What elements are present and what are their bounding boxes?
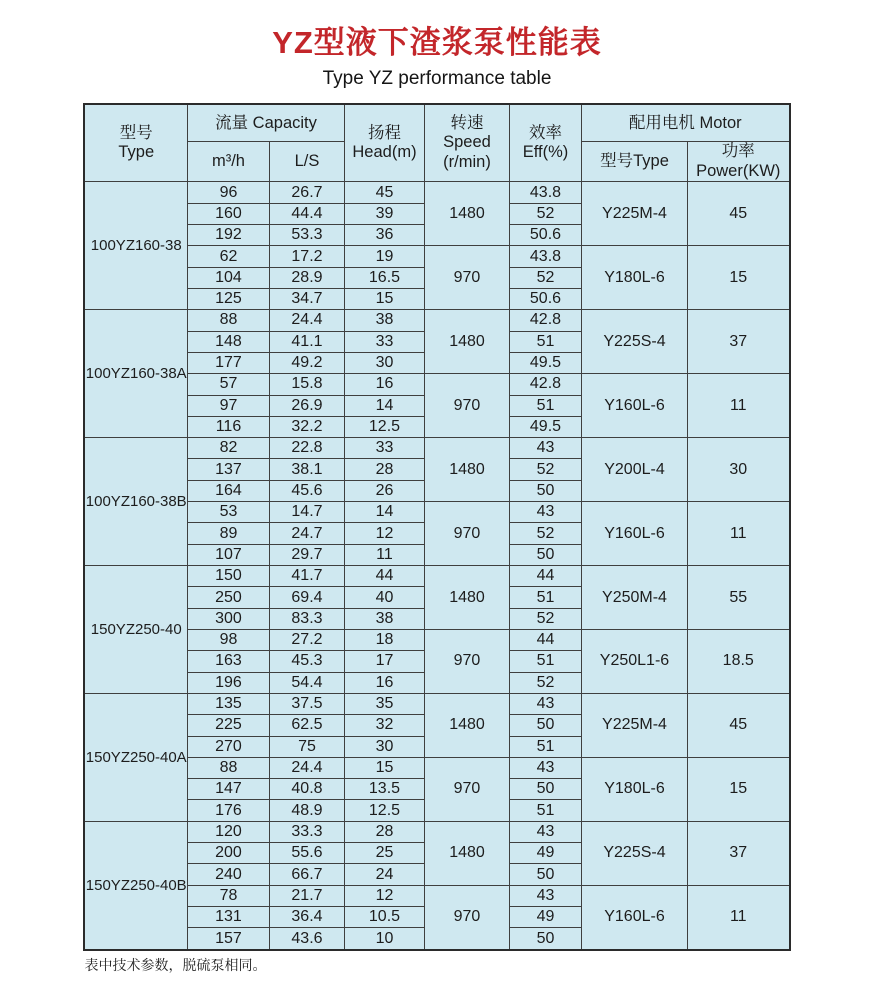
head-cell: 38 [344,608,424,629]
speed-cell: 970 [424,885,509,950]
efficiency-cell: 43 [509,693,581,714]
header-model-cn: 型号 [119,123,153,142]
flow-m3h-cell: 97 [187,395,269,416]
motor-power-cell: 11 [687,502,789,566]
flow-ls-cell: 55.6 [269,843,344,864]
header-eff [509,104,581,182]
header-model [84,104,187,182]
flow-ls-cell: 53.3 [269,225,344,246]
pump-model-cell: 100YZ160-38B [84,438,187,566]
motor-model-cell: Y225M-4 [581,182,687,246]
flow-m3h-cell: 62 [187,246,269,267]
flow-ls-cell: 66.7 [269,864,344,885]
head-cell: 36 [344,225,424,246]
head-cell: 12.5 [344,800,424,821]
flow-ls-cell: 69.4 [269,587,344,608]
table-row [84,502,789,523]
speed-cell: 970 [424,246,509,310]
head-cell: 17 [344,651,424,672]
head-cell: 30 [344,736,424,757]
motor-power-cell: 45 [687,182,789,246]
head-cell: 38 [344,310,424,331]
efficiency-cell: 43 [509,757,581,778]
flow-ls-cell: 24.7 [269,523,344,544]
flow-m3h-cell: 88 [187,757,269,778]
motor-power-cell: 45 [687,693,789,757]
table-row [84,885,789,906]
head-cell: 15 [344,757,424,778]
table-row [84,374,789,395]
flow-ls-cell: 41.1 [269,331,344,352]
head-cell: 12 [344,885,424,906]
motor-power-cell: 55 [687,566,789,630]
flow-m3h-cell: 176 [187,800,269,821]
header-head-cn: 扬程 [367,123,401,142]
efficiency-cell: 43 [509,502,581,523]
efficiency-cell: 52 [509,459,581,480]
speed-cell: 1480 [424,438,509,502]
motor-model-cell: Y180L-6 [581,246,687,310]
flow-m3h-cell: 225 [187,715,269,736]
efficiency-cell: 49.5 [509,352,581,373]
efficiency-cell: 43 [509,885,581,906]
flow-ls-cell: 75 [269,736,344,757]
efficiency-cell: 50 [509,864,581,885]
flow-ls-cell: 49.2 [269,352,344,373]
efficiency-cell: 42.8 [509,310,581,331]
efficiency-cell: 52 [509,203,581,224]
head-cell: 16 [344,672,424,693]
page-subtitle: Type YZ performance table [322,68,552,90]
head-cell: 18 [344,629,424,650]
pump-model-cell: 150YZ250-40B [84,821,187,950]
motor-model-cell: Y180L-6 [581,757,687,821]
motor-model-cell: Y225S-4 [581,310,687,374]
header-motor-type: 型号Type [581,142,687,182]
flow-m3h-cell: 131 [187,907,269,928]
head-cell: 32 [344,715,424,736]
flow-ls-cell: 43.6 [269,928,344,950]
flow-m3h-cell: 53 [187,502,269,523]
motor-model-cell: Y200L-4 [581,438,687,502]
head-cell: 10.5 [344,907,424,928]
head-cell: 28 [344,459,424,480]
header-head-en: Head(m) [352,143,417,162]
pump-model-cell: 150YZ250-40 [84,566,187,694]
pump-model-cell: 150YZ250-40A [84,693,187,821]
footnote: 表中技术参数，脱硫泵相同。 [84,956,267,973]
flow-ls-cell: 36.4 [269,907,344,928]
header-speed-cn: 转速 [450,114,484,132]
pump-model-cell: 100YZ160-38A [84,310,187,438]
flow-m3h-cell: 177 [187,352,269,373]
efficiency-cell: 51 [509,395,581,416]
table-body [84,182,789,950]
flow-ls-cell: 83.3 [269,608,344,629]
motor-power-cell: 15 [687,246,789,310]
table-row [84,566,789,587]
table-row [84,182,789,203]
speed-cell: 1480 [424,821,509,885]
speed-cell: 970 [424,629,509,693]
table-row [84,629,789,650]
head-cell: 10 [344,928,424,950]
head-cell: 26 [344,480,424,501]
flow-ls-cell: 54.4 [269,672,344,693]
header-speed [424,104,509,182]
motor-power-cell: 11 [687,885,789,950]
flow-ls-cell: 37.5 [269,693,344,714]
header-head [344,104,424,182]
efficiency-cell: 51 [509,651,581,672]
table-header [84,104,789,182]
efficiency-cell: 42.8 [509,374,581,395]
flow-m3h-cell: 116 [187,416,269,437]
flow-m3h-cell: 107 [187,544,269,565]
flow-ls-cell: 14.7 [269,502,344,523]
head-cell: 44 [344,566,424,587]
flow-m3h-cell: 192 [187,225,269,246]
motor-power-cell: 15 [687,757,789,821]
flow-ls-cell: 24.4 [269,757,344,778]
table-row [84,821,789,842]
speed-cell: 1480 [424,182,509,246]
efficiency-cell: 43.8 [509,182,581,203]
efficiency-cell: 51 [509,800,581,821]
head-cell: 30 [344,352,424,373]
flow-m3h-cell: 120 [187,821,269,842]
head-cell: 13.5 [344,779,424,800]
flow-m3h-cell: 96 [187,182,269,203]
flow-ls-cell: 34.7 [269,288,344,309]
head-cell: 16.5 [344,267,424,288]
flow-m3h-cell: 57 [187,374,269,395]
speed-cell: 1480 [424,310,509,374]
table-row [84,310,789,331]
flow-m3h-cell: 250 [187,587,269,608]
header-m3h: m³/h [187,142,269,182]
flow-m3h-cell: 200 [187,843,269,864]
head-cell: 45 [344,182,424,203]
speed-cell: 970 [424,502,509,566]
efficiency-cell: 49 [509,907,581,928]
page-title: YZ型液下渣浆泵性能表 [272,25,602,60]
header-speed-en: Speed [443,133,491,152]
flow-m3h-cell: 164 [187,480,269,501]
header-eff-cn: 效率 [528,123,562,142]
flow-m3h-cell: 196 [187,672,269,693]
flow-m3h-cell: 300 [187,608,269,629]
head-cell: 14 [344,395,424,416]
flow-ls-cell: 26.7 [269,182,344,203]
flow-ls-cell: 45.6 [269,480,344,501]
efficiency-cell: 43 [509,821,581,842]
efficiency-cell: 50.6 [509,225,581,246]
header-model-en: Type [118,143,155,162]
head-cell: 12.5 [344,416,424,437]
flow-m3h-cell: 148 [187,331,269,352]
head-cell: 28 [344,821,424,842]
header-ls: L/S [269,142,344,182]
efficiency-cell: 50.6 [509,288,581,309]
flow-ls-cell: 40.8 [269,779,344,800]
pump-model-cell: 100YZ160-38 [84,182,187,310]
flow-ls-cell: 38.1 [269,459,344,480]
efficiency-cell: 51 [509,736,581,757]
flow-m3h-cell: 88 [187,310,269,331]
flow-ls-cell: 48.9 [269,800,344,821]
flow-m3h-cell: 157 [187,928,269,950]
efficiency-cell: 52 [509,608,581,629]
motor-model-cell: Y250M-4 [581,566,687,630]
motor-model-cell: Y160L-6 [581,885,687,950]
speed-cell: 970 [424,374,509,438]
efficiency-cell: 49 [509,843,581,864]
head-cell: 15 [344,288,424,309]
head-cell: 33 [344,438,424,459]
motor-power-cell: 18.5 [687,629,789,693]
header-motor: 配用电机 Motor [581,104,789,142]
flow-ls-cell: 22.8 [269,438,344,459]
efficiency-cell: 49.5 [509,416,581,437]
motor-power-cell: 30 [687,438,789,502]
flow-m3h-cell: 125 [187,288,269,309]
head-cell: 25 [344,843,424,864]
motor-power-cell: 37 [687,310,789,374]
flow-ls-cell: 24.4 [269,310,344,331]
table-row [84,246,789,267]
speed-cell: 1480 [424,693,509,757]
flow-ls-cell: 45.3 [269,651,344,672]
motor-model-cell: Y225M-4 [581,693,687,757]
speed-cell: 1480 [424,566,509,630]
flow-m3h-cell: 137 [187,459,269,480]
flow-ls-cell: 32.2 [269,416,344,437]
motor-model-cell: Y250L1-6 [581,629,687,693]
flow-m3h-cell: 147 [187,779,269,800]
efficiency-cell: 52 [509,267,581,288]
head-cell: 14 [344,502,424,523]
header-capacity: 流量 Capacity [187,104,344,142]
flow-m3h-cell: 135 [187,693,269,714]
head-cell: 39 [344,203,424,224]
table-row [84,438,789,459]
flow-ls-cell: 29.7 [269,544,344,565]
efficiency-cell: 51 [509,331,581,352]
table-row [84,757,789,778]
motor-power-cell: 37 [687,821,789,885]
head-cell: 19 [344,246,424,267]
motor-model-cell: Y225S-4 [581,821,687,885]
head-cell: 24 [344,864,424,885]
efficiency-cell: 50 [509,928,581,950]
flow-ls-cell: 17.2 [269,246,344,267]
flow-m3h-cell: 104 [187,267,269,288]
efficiency-cell: 52 [509,523,581,544]
efficiency-cell: 50 [509,544,581,565]
efficiency-cell: 50 [509,480,581,501]
flow-ls-cell: 41.7 [269,566,344,587]
speed-cell: 970 [424,757,509,821]
flow-m3h-cell: 89 [187,523,269,544]
efficiency-cell: 43.8 [509,246,581,267]
header-motor-power: 功率Power(KW) [687,142,789,182]
flow-ls-cell: 15.8 [269,374,344,395]
motor-power-cell: 11 [687,374,789,438]
efficiency-cell: 51 [509,587,581,608]
efficiency-cell: 52 [509,672,581,693]
head-cell: 16 [344,374,424,395]
flow-ls-cell: 28.9 [269,267,344,288]
flow-m3h-cell: 78 [187,885,269,906]
table-row [84,693,789,714]
flow-m3h-cell: 163 [187,651,269,672]
flow-m3h-cell: 150 [187,566,269,587]
flow-ls-cell: 44.4 [269,203,344,224]
efficiency-cell: 50 [509,715,581,736]
head-cell: 35 [344,693,424,714]
efficiency-cell: 44 [509,566,581,587]
head-cell: 40 [344,587,424,608]
header-eff-en: Eff(%) [522,143,569,162]
flow-m3h-cell: 270 [187,736,269,757]
head-cell: 33 [344,331,424,352]
head-cell: 11 [344,544,424,565]
efficiency-cell: 44 [509,629,581,650]
flow-m3h-cell: 160 [187,203,269,224]
flow-m3h-cell: 98 [187,629,269,650]
header-speed-unit: (r/min) [443,152,491,171]
efficiency-cell: 43 [509,438,581,459]
motor-model-cell: Y160L-6 [581,374,687,438]
motor-model-cell: Y160L-6 [581,502,687,566]
flow-ls-cell: 27.2 [269,629,344,650]
performance-table [83,103,790,951]
flow-ls-cell: 62.5 [269,715,344,736]
flow-m3h-cell: 240 [187,864,269,885]
flow-ls-cell: 33.3 [269,821,344,842]
head-cell: 12 [344,523,424,544]
flow-m3h-cell: 82 [187,438,269,459]
flow-ls-cell: 26.9 [269,395,344,416]
efficiency-cell: 50 [509,779,581,800]
flow-ls-cell: 21.7 [269,885,344,906]
